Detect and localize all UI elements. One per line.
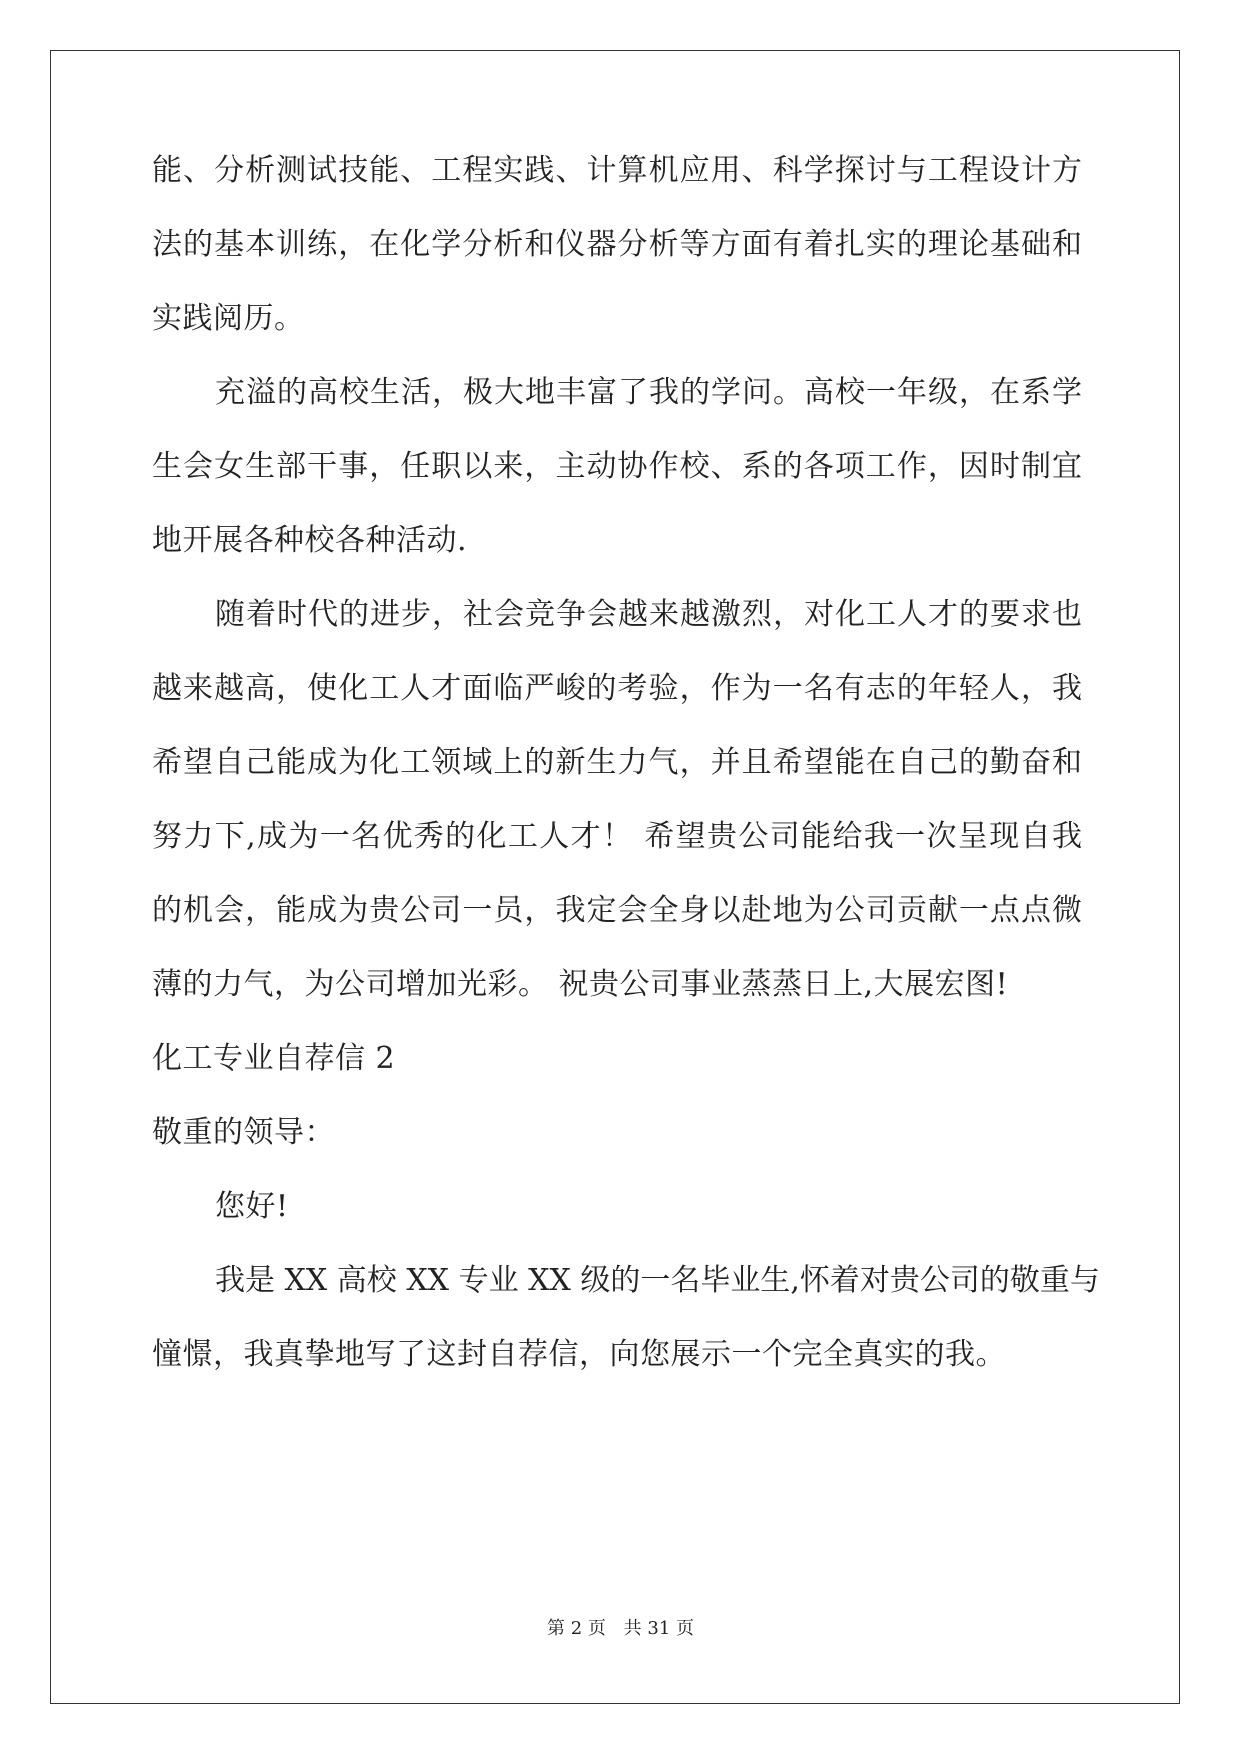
text-line: 生会女生部干事，任职以来，主动协作校、系的各项工作，因时制宜 [152, 449, 1082, 484]
text-line: 薄的力气，为公司增加光彩。 祝贵公司事业蒸蒸日上,大展宏图! [152, 967, 1009, 1002]
page-number: 第 2 页 [547, 1618, 606, 1639]
text-line: 越来越高，使化工人才面临严峻的考验，作为一名有志的年轻人，我 [152, 671, 1082, 706]
paragraph-first-line: 我是 XX 高校 XX 专业 XX 级的一名毕业生,怀着对贵公司的敬重与 [215, 1263, 1100, 1298]
section-title: 化工专业自荐信 2 [152, 1041, 396, 1076]
text-line: 希望自己能成为化工领域上的新生力气，并且希望能在自己的勤奋和 [152, 745, 1082, 780]
text-line: 法的基本训练，在化学分析和仪器分析等方面有着扎实的理论基础和 [152, 227, 1082, 262]
text-line: 的机会，能成为贵公司一员，我定会全身以赴地为公司贡献一点点微 [152, 893, 1082, 928]
text-line: 憧憬，我真挚地写了这封自荐信，向您展示一个完全真实的我。 [152, 1337, 1006, 1372]
greeting: 您好! [215, 1189, 289, 1224]
text-line: 努力下,成为一名优秀的化工人才！ 希望贵公司能给我一次呈现自我 [152, 819, 1082, 854]
text-line: 实践阅历。 [152, 301, 305, 336]
page-total: 共 31 页 [623, 1618, 694, 1639]
page-footer [0, 1617, 1241, 1641]
text-line: 能、分析测试技能、工程实践、计算机应用、科学探讨与工程设计方 [152, 153, 1082, 188]
paragraph-first-line: 随着时代的进步，社会竞争会越来越激烈，对化工人才的要求也 [215, 597, 1082, 632]
paragraph-first-line: 充溢的高校生活，极大地丰富了我的学问。高校一年级，在系学 [215, 375, 1082, 410]
text-line: 地开展各种校各种活动. [152, 523, 468, 558]
salutation: 敬重的领导： [152, 1115, 335, 1150]
